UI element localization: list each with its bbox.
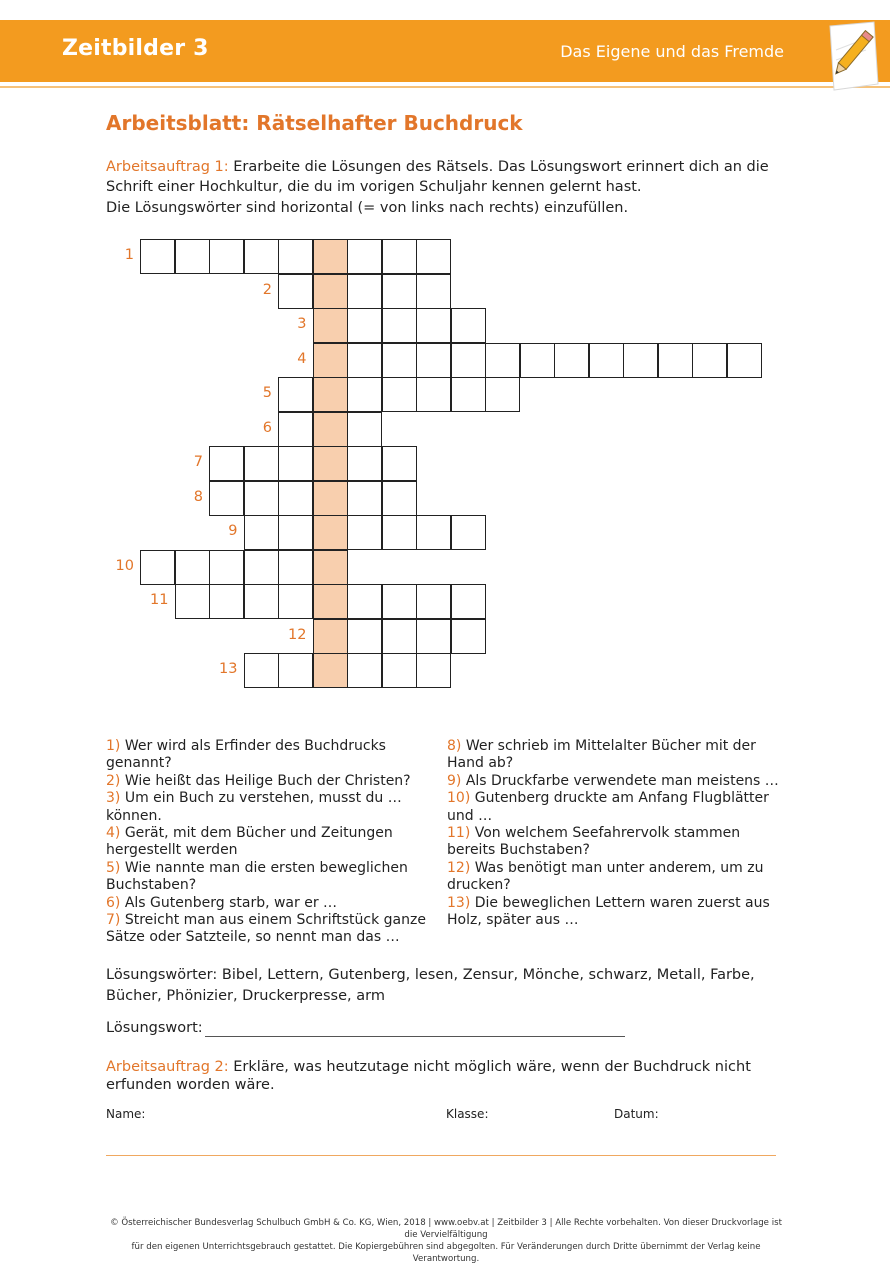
solution-words-list: Lösungswörter: Bibel, Lettern, Gutenberg, lesen, Zensur, Mönche, schwarz, Metall, Farbe, Bücher, Phönizier, Druckerpresse, arm <box>106 967 755 1004</box>
question-text-continued: bereits Buchstaben? <box>447 842 590 859</box>
crossword-cell[interactable] <box>347 274 382 309</box>
question-item <box>106 773 436 790</box>
crossword-cell[interactable] <box>278 446 313 481</box>
crossword-cell[interactable] <box>209 446 244 481</box>
crossword-cell[interactable] <box>347 239 382 274</box>
crossword-cell[interactable] <box>140 239 175 274</box>
crossword-row-number: 1 <box>124 247 134 263</box>
question-item <box>447 773 787 790</box>
crossword-cell[interactable] <box>485 377 520 412</box>
question-text: Wer wird als Erfinder des Buchdrucks <box>120 738 386 754</box>
crossword-cell[interactable] <box>554 343 589 378</box>
question-text: Als Gutenberg starb, war er … <box>120 894 338 911</box>
crossword-cell[interactable] <box>244 446 279 481</box>
crossword-cell[interactable] <box>451 308 486 343</box>
crossword-cell[interactable] <box>244 481 279 516</box>
crossword-row-number: 2 <box>262 281 272 298</box>
crossword-cell[interactable] <box>175 239 210 274</box>
question-text-continued: Holz, später aus … <box>447 912 579 929</box>
writing-line[interactable] <box>106 1155 776 1156</box>
crossword-cell[interactable] <box>416 653 451 688</box>
crossword-cell[interactable] <box>727 343 762 378</box>
crossword-cell[interactable] <box>347 377 382 412</box>
crossword-row-number: 4 <box>297 350 307 367</box>
crossword-row-number: 6 <box>262 419 272 436</box>
crossword-row-number: 11 <box>150 592 169 608</box>
crossword-row-number: 3 <box>297 316 307 332</box>
crossword-cell[interactable] <box>347 515 382 550</box>
crossword-solution-cell[interactable] <box>313 515 348 550</box>
footer-line-2: für den eigenen Unterrichtsgebrauch gestattet. Die Kopiergebühren sind abgegolten. Für Veränderungen durch Dritte übernimmt der Verlag keine Verantwortung. <box>131 1242 761 1264</box>
crossword-cell[interactable] <box>416 343 451 378</box>
crossword-cell[interactable] <box>175 584 210 619</box>
crossword-cell[interactable] <box>244 584 279 619</box>
question-text: Wie heißt das Heilige Buch der Christen? <box>120 772 411 789</box>
question-text: Die beweglichen Lettern waren zuerst aus <box>470 894 770 911</box>
question-item <box>106 860 436 877</box>
crossword-cell[interactable] <box>278 550 313 585</box>
brand-title: Zeitbilder 3 <box>62 36 209 61</box>
question-number: 6) <box>106 894 121 911</box>
question-number: 2) <box>106 772 121 789</box>
name-field-label: Name: <box>106 1107 146 1121</box>
crossword-cell[interactable] <box>209 584 244 619</box>
header-divider <box>0 86 890 88</box>
crossword-cell[interactable] <box>382 515 417 550</box>
crossword-cell[interactable] <box>382 653 417 688</box>
crossword-cell[interactable] <box>209 481 244 516</box>
question-text: Als Druckfarbe verwendete man meistens … <box>461 772 779 789</box>
crossword-cell[interactable] <box>451 515 486 550</box>
crossword-cell[interactable] <box>382 481 417 516</box>
crossword-cell[interactable] <box>278 653 313 688</box>
question-text: Wie nannte man die ersten beweglichen <box>120 859 408 876</box>
crossword-row-number: 13 <box>219 661 238 677</box>
crossword-cell[interactable] <box>658 343 693 378</box>
crossword-row-number: 5 <box>262 385 272 401</box>
crossword-cell[interactable] <box>175 550 210 585</box>
pencil-note-icon <box>822 20 882 92</box>
task2-label: Arbeitsauftrag 2: <box>106 1059 229 1075</box>
crossword-cell[interactable] <box>347 412 382 447</box>
question-item <box>447 738 787 755</box>
crossword-cell[interactable] <box>382 584 417 619</box>
question-number: 5) <box>106 859 121 876</box>
class-field-label: Klasse: <box>446 1107 489 1121</box>
crossword-cell[interactable] <box>520 343 555 378</box>
crossword-cell[interactable] <box>416 239 451 274</box>
crossword-cell[interactable] <box>140 550 175 585</box>
crossword-cell[interactable] <box>416 377 451 412</box>
crossword-cell[interactable] <box>347 446 382 481</box>
crossword-cell[interactable] <box>416 619 451 654</box>
crossword-cell[interactable] <box>416 308 451 343</box>
question-number: 1) <box>106 738 121 754</box>
crossword-cell[interactable] <box>278 584 313 619</box>
crossword-cell[interactable] <box>347 653 382 688</box>
footer-copyright <box>106 1217 786 1265</box>
crossword-solution-cell[interactable] <box>313 377 348 412</box>
crossword-solution-cell[interactable] <box>313 446 348 481</box>
crossword-cell[interactable] <box>451 377 486 412</box>
crossword-cell[interactable] <box>278 274 313 309</box>
question-text: Gutenberg druckte am Anfang Flugblätter <box>470 790 769 807</box>
question-number: 10) <box>447 790 471 807</box>
question-item <box>106 825 436 842</box>
question-text: Gerät, mit dem Bücher und Zeitungen <box>120 825 393 842</box>
crossword-cell[interactable] <box>244 550 279 585</box>
question-item <box>106 790 436 807</box>
question-text-continued: Hand ab? <box>447 755 514 772</box>
question-item <box>106 912 436 929</box>
crossword-solution-cell[interactable] <box>313 274 348 309</box>
crossword-solution-cell[interactable] <box>313 550 348 585</box>
crossword-cell[interactable] <box>451 584 486 619</box>
task1-instructions <box>106 157 796 197</box>
question-text-continued: und … <box>447 807 493 824</box>
crossword-cell[interactable] <box>278 515 313 550</box>
crossword-cell[interactable] <box>244 239 279 274</box>
solution-label: Lösungswort: <box>106 1020 203 1036</box>
crossword-cell[interactable] <box>278 377 313 412</box>
crossword-cell[interactable] <box>244 653 279 688</box>
question-text: Streicht man aus einem Schriftstück ganze <box>120 912 426 929</box>
crossword-solution-cell[interactable] <box>313 619 348 654</box>
crossword-cell[interactable] <box>382 343 417 378</box>
crossword-solution-cell[interactable] <box>313 412 348 447</box>
crossword-cell[interactable] <box>244 515 279 550</box>
question-number: 13) <box>447 894 471 911</box>
question-number: 4) <box>106 825 121 842</box>
crossword-row-number: 9 <box>228 523 238 539</box>
questions-left <box>106 738 436 947</box>
crossword-cell[interactable] <box>278 481 313 516</box>
date-field-label: Datum: <box>614 1107 659 1121</box>
task1-text: Erarbeite die Lösungen des Rätsels. Das Lösungswort erinnert dich an die Schrift einer Hochkultur, die du im vorigen Schuljahr kennen gelernt hast. <box>106 159 769 195</box>
question-number: 12) <box>447 859 471 876</box>
crossword-row-number: 10 <box>115 557 134 574</box>
crossword-cell[interactable] <box>416 584 451 619</box>
question-text-continued: Sätze oder Satzteile, so nennt man das … <box>106 929 400 946</box>
question-item <box>447 825 787 842</box>
footer-line-1: © Österreichischer Bundesverlag Schulbuch GmbH & Co. KG, Wien, 2018 | www.oebv.at | Zeitbilder 3 | Alle Rechte vorbehalten. Von dieser Druckvorlage ist die Vervielfältigung <box>110 1218 782 1240</box>
crossword-cell[interactable] <box>209 239 244 274</box>
crossword-solution-cell[interactable] <box>313 653 348 688</box>
crossword-cell[interactable] <box>278 239 313 274</box>
question-item <box>106 738 436 755</box>
crossword-cell[interactable] <box>278 412 313 447</box>
crossword-cell[interactable] <box>209 550 244 585</box>
solution-answer-line[interactable] <box>205 1036 625 1037</box>
page-title: Arbeitsblatt: Rätselhafter Buchdruck <box>106 111 523 135</box>
task2-instructions <box>106 1058 786 1094</box>
crossword-solution-cell[interactable] <box>313 481 348 516</box>
crossword-cell[interactable] <box>623 343 658 378</box>
question-text-continued: können. <box>106 807 162 824</box>
crossword-cell[interactable] <box>347 308 382 343</box>
question-number: 8) <box>447 738 462 754</box>
crossword-cell[interactable] <box>451 619 486 654</box>
question-number: 7) <box>106 912 121 929</box>
crossword-cell[interactable] <box>382 377 417 412</box>
crossword-cell[interactable] <box>347 584 382 619</box>
crossword-cell[interactable] <box>589 343 624 378</box>
crossword-solution-cell[interactable] <box>313 343 348 378</box>
crossword-row-number: 8 <box>193 488 203 505</box>
crossword-cell[interactable] <box>382 308 417 343</box>
crossword-solution-cell[interactable] <box>313 239 348 274</box>
crossword-solution-cell[interactable] <box>313 584 348 619</box>
crossword-cell[interactable] <box>451 343 486 378</box>
crossword-cell[interactable] <box>485 343 520 378</box>
crossword-cell[interactable] <box>416 515 451 550</box>
crossword-cell[interactable] <box>347 619 382 654</box>
question-item <box>447 860 787 877</box>
crossword-row-number: 12 <box>288 626 307 643</box>
question-number: 9) <box>447 772 462 789</box>
question-text: Um ein Buch zu verstehen, musst du … <box>120 790 402 807</box>
question-text-continued: Buchstaben? <box>106 877 197 894</box>
question-item <box>106 895 436 912</box>
task1-label: Arbeitsauftrag 1: <box>106 159 229 175</box>
task1-note: Die Lösungswörter sind horizontal (= von links nach rechts) einzufüllen. <box>106 200 629 216</box>
question-text-continued: genannt? <box>106 755 172 772</box>
crossword-row-number: 7 <box>193 454 203 470</box>
crossword-cell[interactable] <box>382 274 417 309</box>
question-item <box>447 895 787 912</box>
crossword-cell[interactable] <box>416 274 451 309</box>
crossword-cell[interactable] <box>347 481 382 516</box>
crossword-cell[interactable] <box>692 343 727 378</box>
question-text: Von welchem Seefahrervolk stammen <box>470 825 741 842</box>
question-item <box>447 790 787 807</box>
question-text: Wer schrieb im Mittelalter Bücher mit der <box>461 738 756 754</box>
crossword-cell[interactable] <box>382 446 417 481</box>
question-number: 11) <box>447 825 471 842</box>
crossword-cell[interactable] <box>382 239 417 274</box>
question-text-continued: hergestellt werden <box>106 842 238 859</box>
crossword-cell[interactable] <box>347 343 382 378</box>
crossword-solution-cell[interactable] <box>313 308 348 343</box>
question-number: 3) <box>106 790 121 807</box>
questions-right <box>447 738 787 929</box>
question-text-continued: drucken? <box>447 877 511 894</box>
question-text: Was benötigt man unter anderem, um zu <box>470 859 764 876</box>
task2-text: Erkläre, was heutzutage nicht möglich wäre, wenn der Buchdruck nicht erfunden worden wäre. <box>106 1059 751 1093</box>
header-subtitle: Das Eigene und das Fremde <box>560 42 784 61</box>
crossword-cell[interactable] <box>382 619 417 654</box>
